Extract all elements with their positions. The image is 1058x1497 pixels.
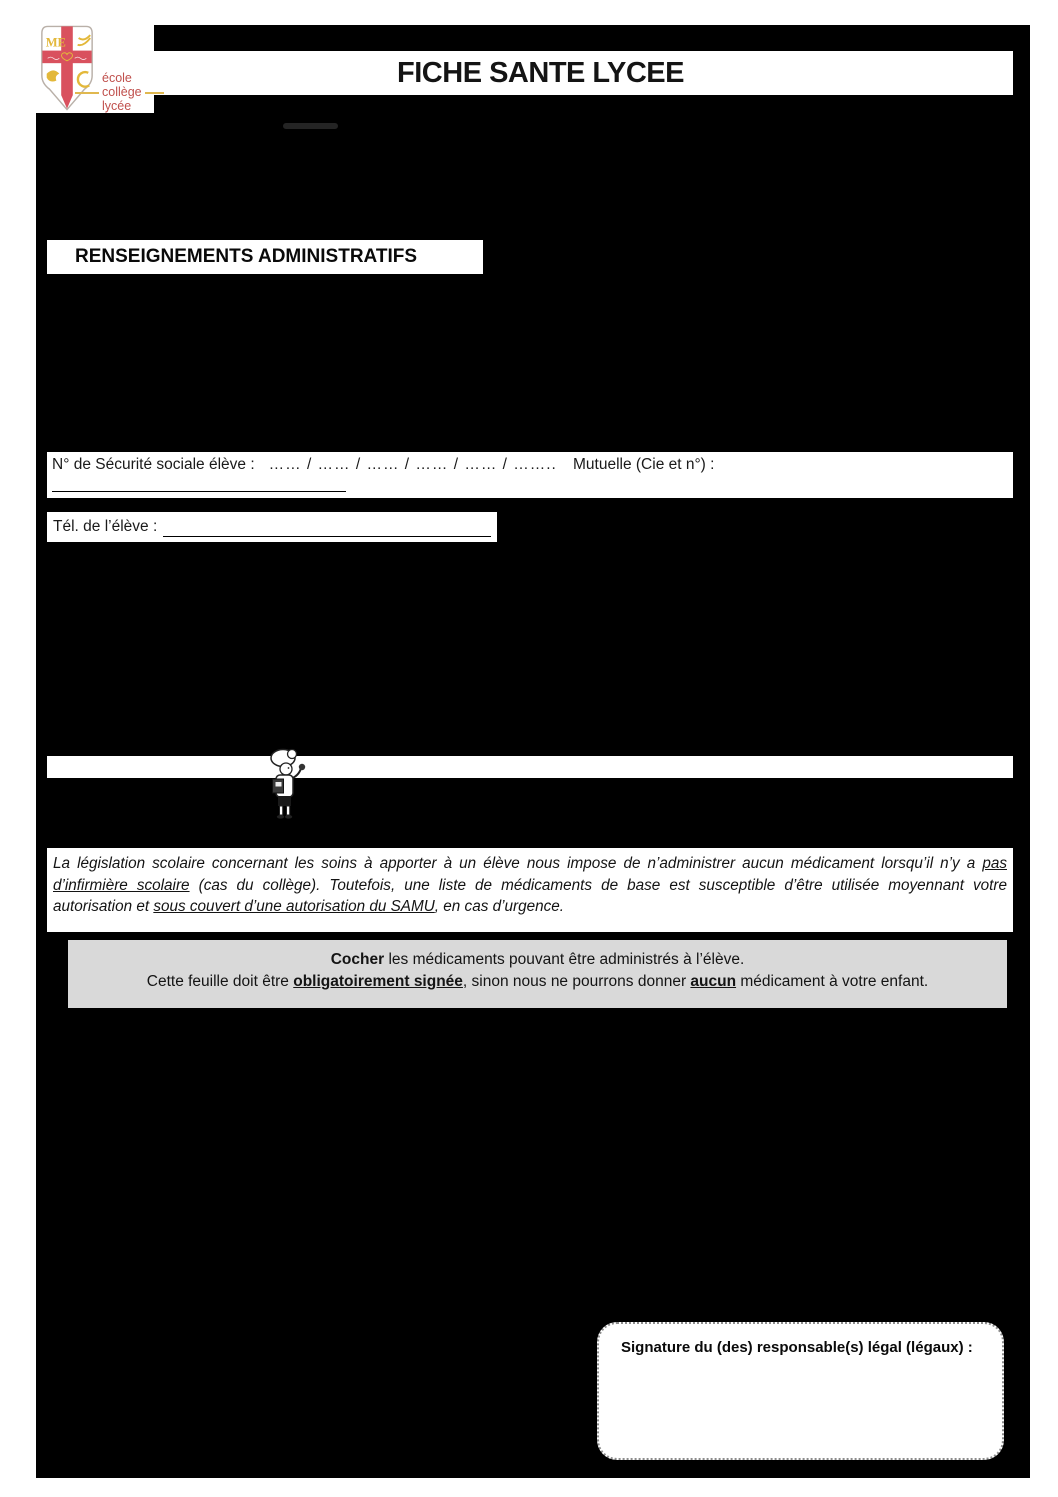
secu-row — [52, 456, 1009, 474]
medication-instruction-box — [68, 940, 1007, 1008]
admin-section-title: RENSEIGNEMENTS ADMINISTRATIFS — [75, 246, 418, 267]
logo-line-ecole: école — [102, 71, 132, 85]
tel-label: Tél. de l’élève : — [53, 518, 158, 535]
nurse-mascot-icon — [260, 748, 310, 822]
school-logo — [36, 25, 154, 113]
tel-blank-line[interactable] — [163, 518, 491, 537]
medication-line-1: Cocher les médicaments pouvant être administrés à l’élève. — [330, 951, 745, 968]
svg-text:ME: ME — [45, 35, 66, 50]
divider-strip — [47, 756, 1013, 778]
title-bar — [152, 51, 1013, 95]
admin-section-bar — [47, 240, 483, 274]
shield-crest-icon — [38, 25, 96, 111]
secu-dots-field[interactable]: …… / …… / …… / …… / …… / …….. — [268, 456, 557, 473]
tel-strip — [47, 512, 497, 542]
logo-line-college: collège — [102, 85, 142, 99]
signature-label: Signature du (des) responsable(s) légal (légaux) : — [621, 1339, 973, 1356]
logo-school-levels — [102, 71, 142, 113]
legislation-box — [47, 848, 1013, 932]
secu-blank-line[interactable] — [52, 491, 346, 492]
logo-dash-right — [145, 92, 164, 94]
smudge-mark — [283, 123, 338, 129]
logo-dash-left — [75, 92, 99, 94]
legislation-text: La législation scolaire concernant les soins à apporter à un élève nous impose de n’administrer aucun médicament lorsqu’il n’y a pas d’infirmière scolaire (cas du collège). Toutefois, une liste de médicaments de base est susceptible d’être utilisée moyennant votre autorisation et sous couvert d’une autorisation du SAMU, en cas d’urgence. — [53, 855, 1008, 915]
secu-strip — [47, 452, 1013, 498]
page-title: FICHE SANTE LYCEE — [397, 56, 684, 89]
medication-line-2: Cette feuille doit être obligatoirement signée, sinon nous ne pourrons donner aucun médicament à votre enfant. — [146, 973, 929, 990]
secu-label: N° de Sécurité sociale élève : — [52, 456, 255, 473]
logo-line-lycee: lycée — [102, 99, 132, 113]
signature-box[interactable] — [597, 1322, 1004, 1460]
mutuelle-label: Mutuelle (Cie et n°) : — [573, 456, 715, 473]
